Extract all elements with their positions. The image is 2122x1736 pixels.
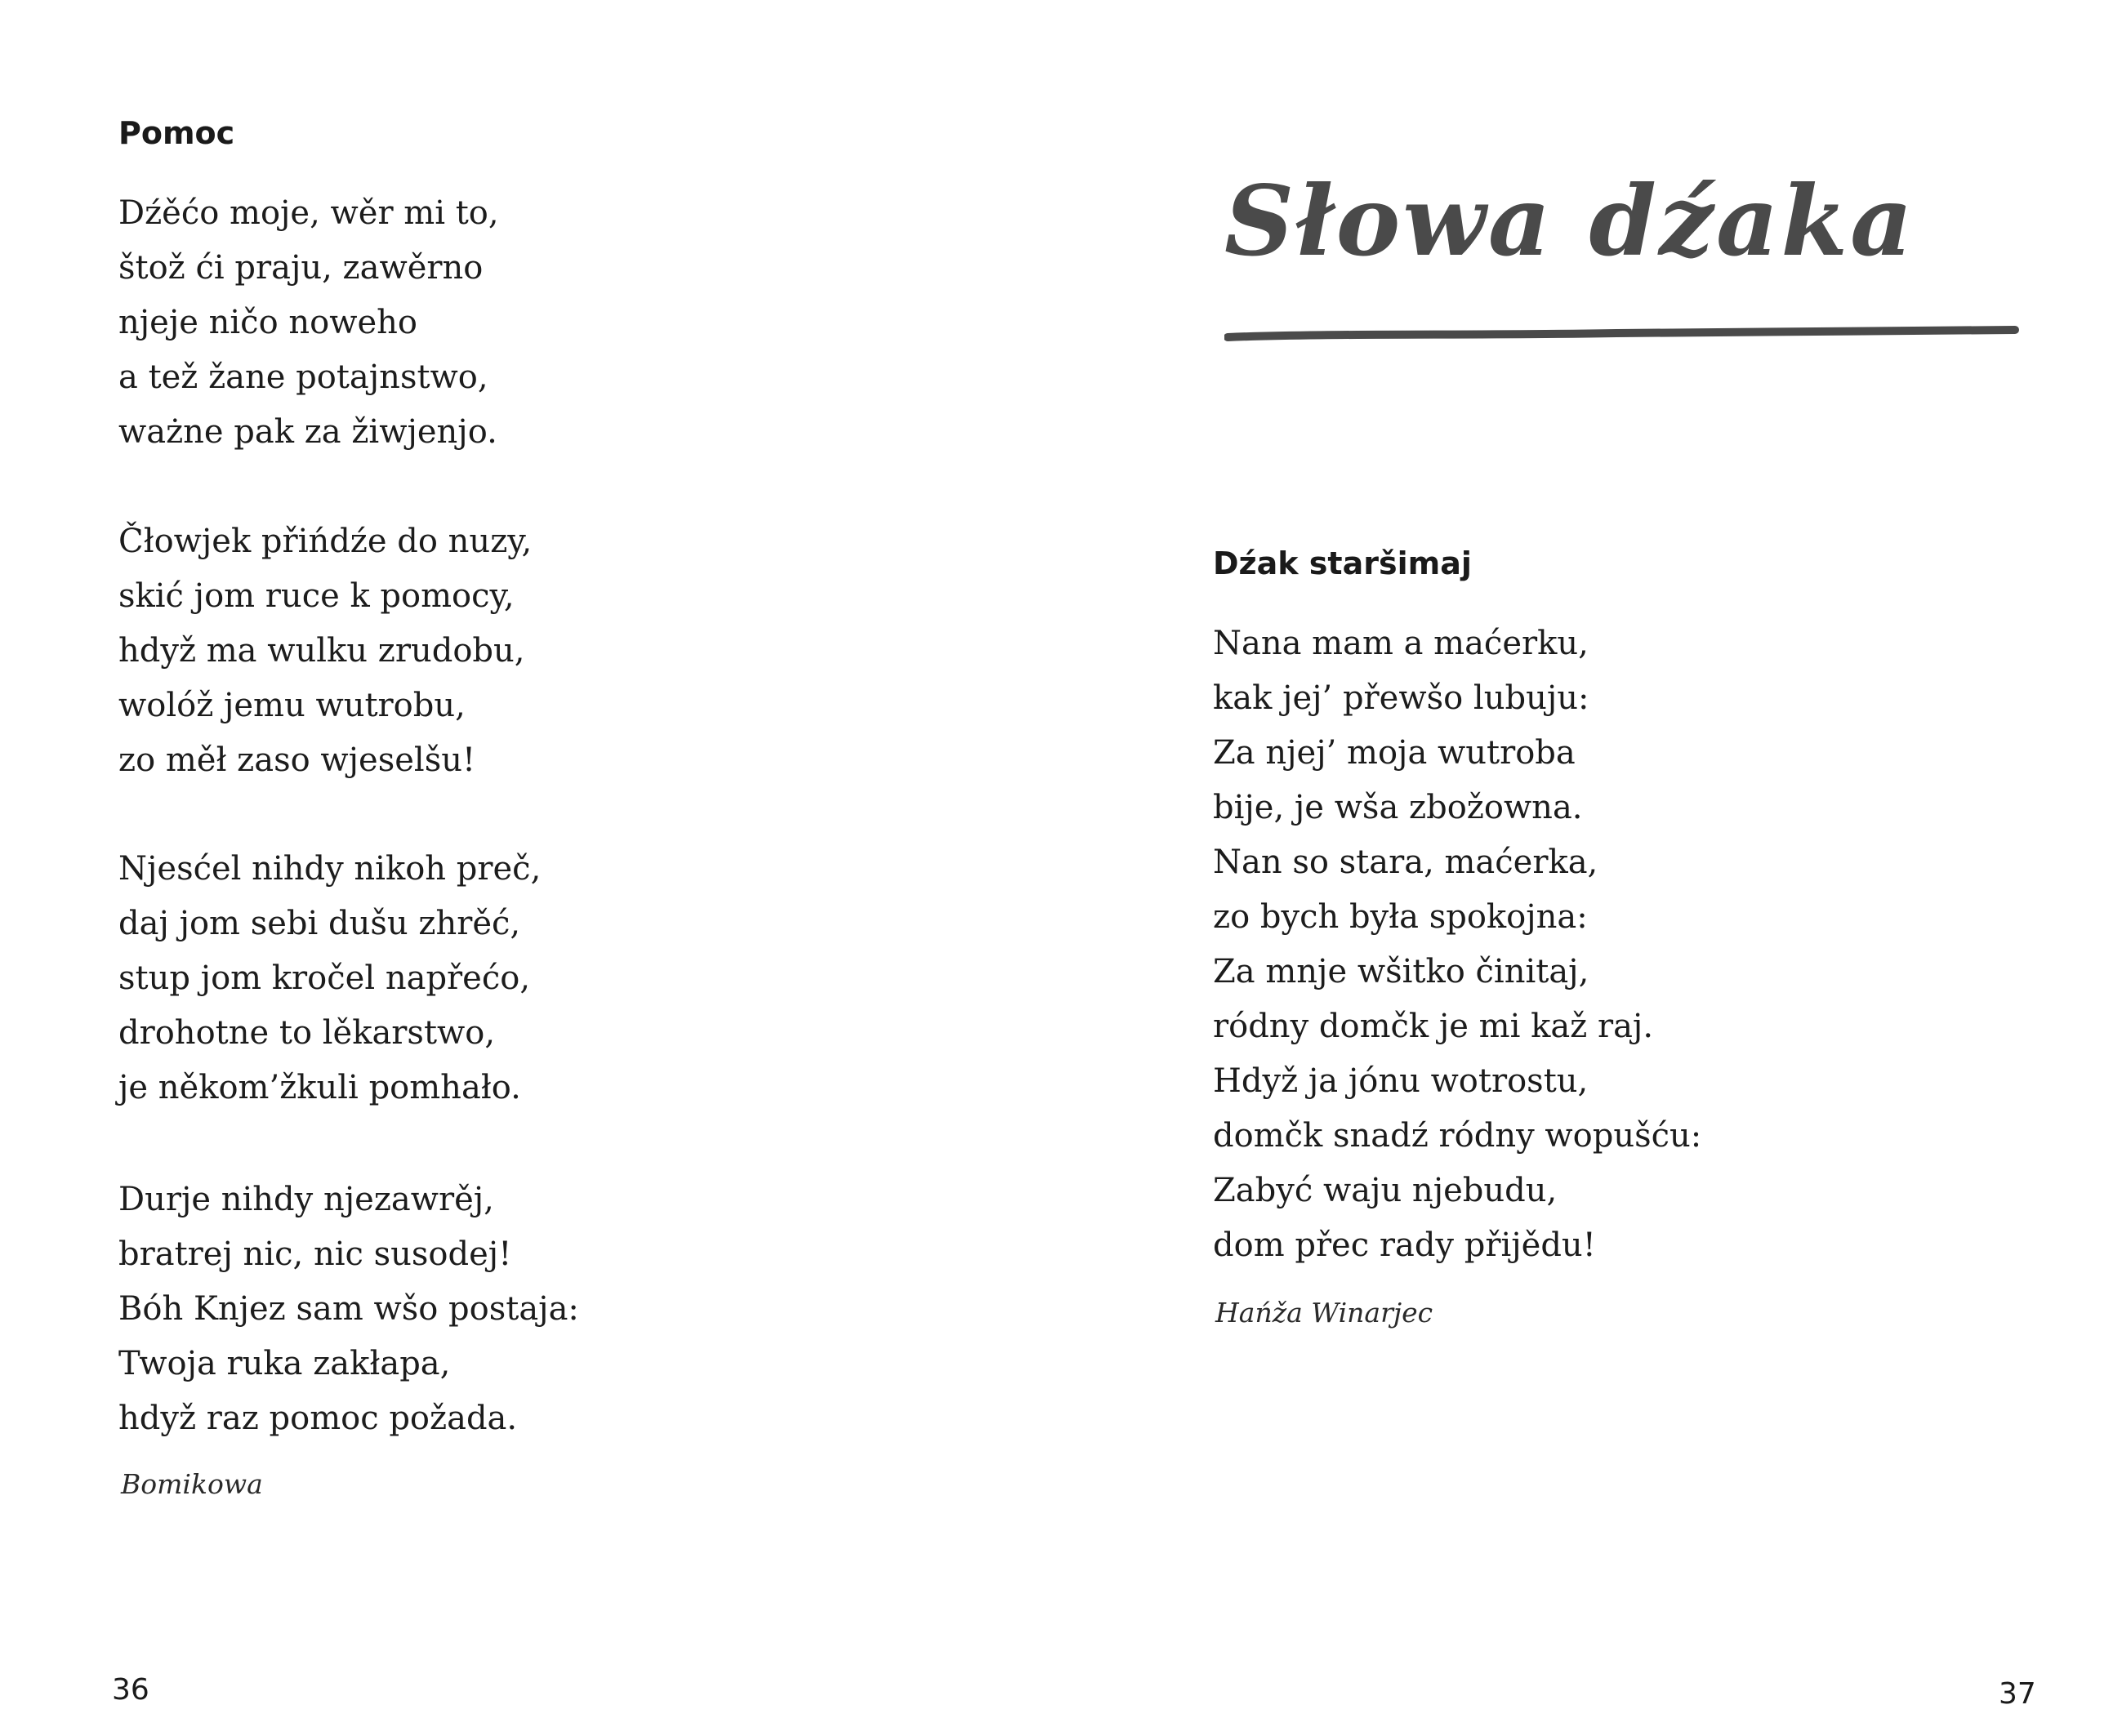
heading-underline (1224, 323, 2025, 347)
verse-line: hdyž raz pomoc požada. (118, 1400, 518, 1437)
verse-line: drohotne to lěkarstwo, (118, 1014, 496, 1052)
stanza (118, 1173, 579, 1446)
verse-line: štož ći praju, zawěrno (118, 249, 484, 287)
poem-author: Hańža Winarjec (1215, 1297, 1433, 1329)
verse-line: a tež žane potajnstwo, (118, 358, 488, 396)
stanza (1213, 617, 1701, 1273)
verse-line: njeje ničo noweho (118, 304, 417, 341)
verse-line: zo měł zaso wjeselšu! (118, 741, 476, 779)
verse-line: Za mnje wšitko činitaj, (1213, 953, 1589, 990)
poem-title: Dźak staršimaj (1213, 545, 1472, 581)
section-heading: Słowa dźaka (1224, 164, 1915, 278)
verse-line: Twoja ruka zakłapa, (118, 1345, 451, 1382)
verse-line: skić jom ruce k pomocy, (118, 577, 515, 615)
verse-line: Dźěćo moje, wěr mi to, (118, 194, 499, 232)
verse-line: domčk snadź ródny wopušću: (1213, 1117, 1702, 1155)
verse-line: bratrej nic, nic susodej! (118, 1235, 512, 1273)
verse-line: Njesćel nihdy nikoh preč, (118, 850, 542, 888)
verse-line: Čłowjek přińdźe do nuzy, (118, 523, 533, 560)
verse-line: zo bych była spokojna: (1213, 898, 1588, 936)
verse-line: ważne pak za žiwjenjo. (118, 413, 497, 451)
verse-line: hdyž ma wulku zrudobu, (118, 632, 525, 670)
verse-line: Durje nihdy njezawrěj, (118, 1181, 494, 1218)
verse-line: wolóž jemu wutrobu, (118, 687, 466, 724)
poem-title: Pomoc (118, 115, 235, 151)
page-number: 36 (112, 1673, 149, 1707)
verse-line: bije, je wša zbožowna. (1213, 789, 1583, 826)
verse-line: dom přec rady přijědu! (1213, 1226, 1596, 1264)
right-page (1061, 0, 2122, 1736)
verse-line: daj jom sebi dušu zhrěć, (118, 905, 521, 942)
verse-line: Nana mam a maćerku, (1213, 625, 1589, 662)
verse-line: Za njej’ moja wutroba (1213, 734, 1576, 772)
verse-line: kak jej’ přewšo lubuju: (1213, 679, 1589, 717)
verse-line: Nan so stara, maćerka, (1213, 844, 1598, 881)
stanza (118, 514, 532, 788)
verse-line: je někom’žkuli pomhało. (118, 1069, 521, 1106)
poem-author: Bomikowa (121, 1468, 263, 1500)
stanza (118, 842, 541, 1115)
verse-line: Hdyž ja jónu wotrostu, (1213, 1062, 1589, 1100)
verse-line: ródny domčk je mi kaž raj. (1213, 1008, 1654, 1045)
page-number: 37 (1999, 1677, 2036, 1711)
verse-line: stup jom kročel napřećo, (118, 959, 531, 997)
verse-line: Bóh Knjez sam wšo postaja: (118, 1290, 579, 1328)
stanza (118, 186, 499, 460)
verse-line: Zabyć waju njebudu, (1213, 1172, 1558, 1209)
